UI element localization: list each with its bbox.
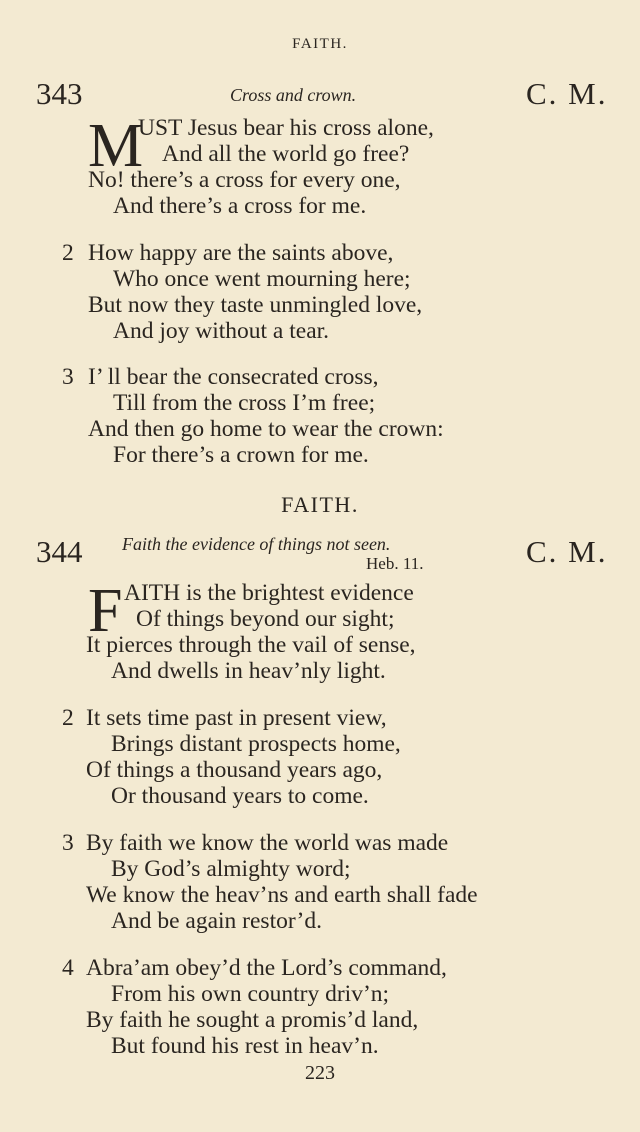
- verse-number: 4: [62, 955, 74, 981]
- verse-line: But found his rest in heav’n.: [111, 1033, 379, 1059]
- scripture-reference: Heb. 11.: [366, 554, 424, 573]
- verse-line: UST Jesus bear his cross alone,: [138, 115, 434, 141]
- verse-line: And all the world go free?: [162, 141, 410, 167]
- verse-line: By God’s almighty word;: [111, 856, 351, 882]
- running-head: FAITH.: [292, 36, 348, 52]
- verse-line: And dwells in heav’nly light.: [111, 658, 386, 684]
- verse-number: 3: [62, 364, 74, 390]
- verse-line: No! there’s a cross for every one,: [88, 167, 401, 193]
- verse-line: And there’s a cross for me.: [113, 193, 367, 219]
- verse-line: How happy are the saints above,: [88, 240, 394, 266]
- verse-line: It sets time past in present view,: [86, 705, 387, 731]
- hymn-number: 344: [36, 534, 83, 569]
- verse-line: We know the heav’ns and earth shall fade: [86, 882, 478, 908]
- verse-line: I’ ll bear the consecrated cross,: [88, 364, 379, 390]
- verse-line: AITH is the brightest evidence: [124, 580, 414, 606]
- verse-line: Who once went mourning here;: [113, 266, 411, 292]
- hymn-title: Faith the evidence of things not seen.: [122, 534, 391, 554]
- drop-cap: M: [88, 112, 144, 180]
- verse-line: And joy without a tear.: [113, 318, 330, 344]
- verse-number: 3: [62, 830, 74, 856]
- hymn-title: Cross and crown.: [230, 85, 357, 105]
- verse-line: But now they taste unmingled love,: [88, 292, 423, 318]
- verse-number: 2: [62, 240, 74, 266]
- hymn-number: 343: [36, 76, 83, 111]
- hymn-meter: C. M.: [526, 534, 608, 569]
- verse-line: By faith we know the world was made: [86, 830, 449, 856]
- verse-line: Till from the cross I’m free;: [113, 390, 376, 416]
- verse-line: Of things beyond our sight;: [136, 606, 395, 632]
- page-number: 223: [305, 1062, 335, 1084]
- hymn-343-header: [0, 72, 640, 112]
- verse-line: It pierces through the vail of sense,: [86, 632, 416, 658]
- verse-line: And be again restor’d.: [111, 908, 322, 934]
- verse-line: Of things a thousand years ago,: [86, 757, 383, 783]
- verse-line: Abra’am obey’d the Lord’s command,: [86, 955, 447, 981]
- drop-cap: F: [88, 577, 123, 645]
- verse-line: For there’s a crown for me.: [113, 442, 369, 468]
- hymn-meter: C. M.: [526, 76, 608, 111]
- verse-number: 2: [62, 705, 74, 731]
- verse-line: By faith he sought a promis’d land,: [86, 1007, 419, 1033]
- verse-line: Brings distant prospects home,: [111, 731, 401, 757]
- section-heading: FAITH.: [281, 492, 359, 517]
- verse-line: From his own country driv’n;: [111, 981, 390, 1007]
- hymn-344-header: [0, 534, 640, 574]
- verse-line: Or thousand years to come.: [111, 783, 369, 809]
- verse-line: And then go home to wear the crown:: [88, 416, 444, 442]
